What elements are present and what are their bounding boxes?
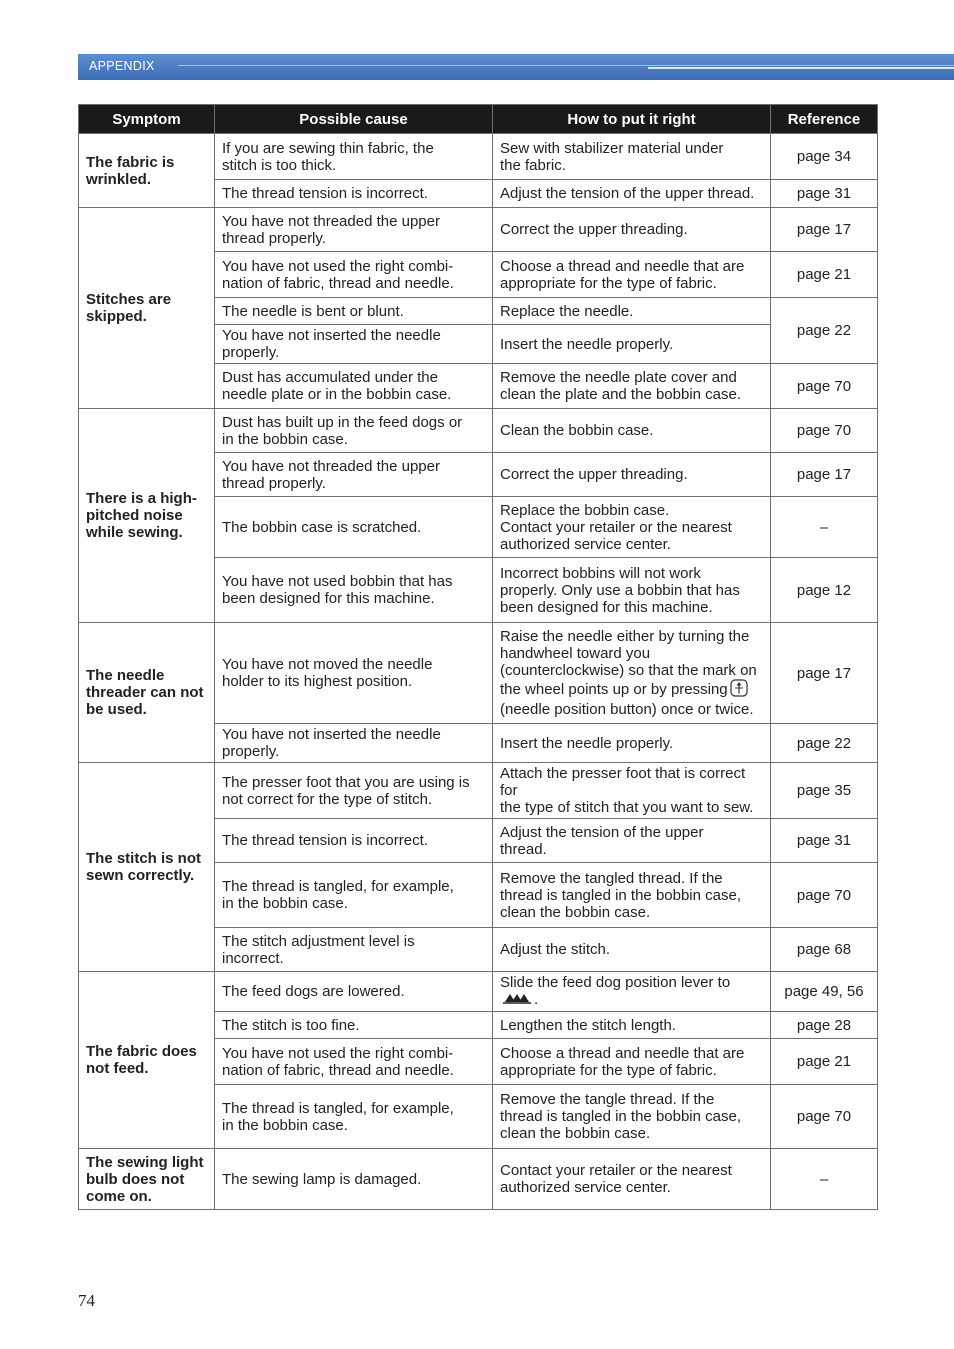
remedy-cell: Choose a thread and needle that are appropriate for the type of fabric. — [493, 252, 771, 298]
remedy-text-end: . — [534, 991, 539, 1008]
section-label: APPENDIX — [89, 59, 155, 73]
reference-cell: page 34 — [771, 134, 878, 180]
symptom-cell: Stitches are skipped. — [79, 208, 215, 409]
table-row — [79, 134, 878, 180]
remedy-cell — [493, 623, 771, 724]
cause-cell: The feed dogs are lowered. — [215, 972, 493, 1012]
remedy-cell — [493, 972, 771, 1012]
remedy-cell: Contact your retailer or the nearest authorized service center. — [493, 1149, 771, 1210]
troubleshooting-table — [78, 104, 878, 1210]
table-row — [79, 208, 878, 252]
cause-cell: The thread tension is incorrect. — [215, 819, 493, 863]
remedy-cell: Insert the needle properly. — [493, 724, 771, 763]
remedy-text: Raise the needle either by turning the handwheel toward you (counterclockwise) so that the mark on the wheel points up or by pressing — [500, 628, 757, 698]
cause-cell: You have not threaded the upper thread properly. — [215, 453, 493, 497]
column-header-remedy: How to put it right — [493, 105, 771, 134]
remedy-cell: Lengthen the stitch length. — [493, 1012, 771, 1039]
reference-cell: page 17 — [771, 623, 878, 724]
reference-cell: page 70 — [771, 863, 878, 928]
cause-cell: The presser foot that you are using is not correct for the type of stitch. — [215, 763, 493, 819]
remedy-cell: Incorrect bobbins will not work properly. Only use a bobbin that has been designed for this machine. — [493, 558, 771, 623]
remedy-cell: Remove the tangled thread. If the thread is tangled in the bobbin case, clean the bobbin case. — [493, 863, 771, 928]
symptom-cell: The fabric is wrinkled. — [79, 134, 215, 208]
remedy-cell: Remove the needle plate cover and clean the plate and the bobbin case. — [493, 364, 771, 409]
symptom-cell: The sewing light bulb does not come on. — [79, 1149, 215, 1210]
table-row — [79, 763, 878, 819]
cause-cell: The sewing lamp is damaged. — [215, 1149, 493, 1210]
cause-cell: The bobbin case is scratched. — [215, 497, 493, 558]
cause-cell: You have not used the right combi- nation of fabric, thread and needle. — [215, 252, 493, 298]
cause-cell: The thread is tangled, for example, in the bobbin case. — [215, 863, 493, 928]
reference-cell: page 31 — [771, 819, 878, 863]
reference-cell: page 49, 56 — [771, 972, 878, 1012]
cause-cell: You have not inserted the needle properly. — [215, 325, 493, 364]
cause-cell: The stitch is too fine. — [215, 1012, 493, 1039]
remedy-cell: Remove the tangle thread. If the thread is tangled in the bobbin case, clean the bobbin case. — [493, 1085, 771, 1149]
symptom-cell: The fabric does not feed. — [79, 972, 215, 1149]
cause-cell: You have not moved the needle holder to its highest position. — [215, 623, 493, 724]
cause-cell: The stitch adjustment level is incorrect. — [215, 928, 493, 972]
remedy-cell: Choose a thread and needle that are appropriate for the type of fabric. — [493, 1039, 771, 1085]
remedy-cell: Correct the upper threading. — [493, 453, 771, 497]
column-header-reference: Reference — [771, 105, 878, 134]
reference-cell: page 35 — [771, 763, 878, 819]
reference-cell: page 28 — [771, 1012, 878, 1039]
remedy-cell: Attach the presser foot that is correct for the type of stitch that you want to sew. — [493, 763, 771, 819]
table-row — [79, 972, 878, 1012]
cause-cell: The needle is bent or blunt. — [215, 298, 493, 325]
cause-cell: Dust has built up in the feed dogs or in the bobbin case. — [215, 409, 493, 453]
reference-cell: page 21 — [771, 252, 878, 298]
reference-cell: page 70 — [771, 1085, 878, 1149]
cause-cell: You have not used bobbin that has been designed for this machine. — [215, 558, 493, 623]
reference-cell: page 70 — [771, 409, 878, 453]
reference-cell: page 70 — [771, 364, 878, 409]
column-header-symptom: Symptom — [79, 105, 215, 134]
remedy-cell: Sew with stabilizer material under the fabric. — [493, 134, 771, 180]
appendix-header-band — [78, 54, 954, 80]
reference-cell: page 17 — [771, 208, 878, 252]
header-rule-accent — [648, 67, 954, 69]
cause-cell: You have not inserted the needle properly. — [215, 724, 493, 763]
reference-cell: – — [771, 1149, 878, 1210]
reference-cell: page 17 — [771, 453, 878, 497]
cause-cell: You have not used the right combi- nation of fabric, thread and needle. — [215, 1039, 493, 1085]
cause-cell: You have not threaded the upper thread properly. — [215, 208, 493, 252]
reference-cell: – — [771, 497, 878, 558]
reference-cell: page 31 — [771, 180, 878, 208]
reference-cell: page 21 — [771, 1039, 878, 1085]
header-rule — [178, 65, 954, 66]
column-header-cause: Possible cause — [215, 105, 493, 134]
remedy-cell: Insert the needle properly. — [493, 325, 771, 364]
reference-cell: page 22 — [771, 724, 878, 763]
symptom-cell: The stitch is not sewn correctly. — [79, 763, 215, 972]
remedy-cell: Replace the bobbin case. Contact your retailer or the nearest authorized service center. — [493, 497, 771, 558]
symptom-cell: The needle threader can not be used. — [79, 623, 215, 763]
remedy-cell: Adjust the stitch. — [493, 928, 771, 972]
remedy-text-continued: (needle position button) once or twice. — [500, 701, 754, 718]
page-number: 74 — [78, 1291, 95, 1310]
feed-dog-raised-icon — [502, 991, 532, 1009]
remedy-cell: Adjust the tension of the upper thread. — [493, 180, 771, 208]
cause-cell: The thread tension is incorrect. — [215, 180, 493, 208]
remedy-cell: Clean the bobbin case. — [493, 409, 771, 453]
remedy-text: Slide the feed dog position lever to — [500, 974, 731, 991]
symptom-cell: There is a high- pitched noise while sewing. — [79, 409, 215, 623]
cause-cell: The thread is tangled, for example, in the bobbin case. — [215, 1085, 493, 1149]
remedy-cell: Correct the upper threading. — [493, 208, 771, 252]
remedy-cell: Replace the needle. — [493, 298, 771, 325]
table-row — [79, 1149, 878, 1210]
reference-cell: page 22 — [771, 298, 878, 364]
reference-cell: page 68 — [771, 928, 878, 972]
table-row — [79, 623, 878, 724]
needle-position-button-icon — [730, 679, 748, 701]
reference-cell: page 12 — [771, 558, 878, 623]
table-row — [79, 409, 878, 453]
cause-cell: If you are sewing thin fabric, the stitch is too thick. — [215, 134, 493, 180]
remedy-cell: Adjust the tension of the upper thread. — [493, 819, 771, 863]
table-header-row — [79, 105, 878, 134]
cause-cell: Dust has accumulated under the needle plate or in the bobbin case. — [215, 364, 493, 409]
